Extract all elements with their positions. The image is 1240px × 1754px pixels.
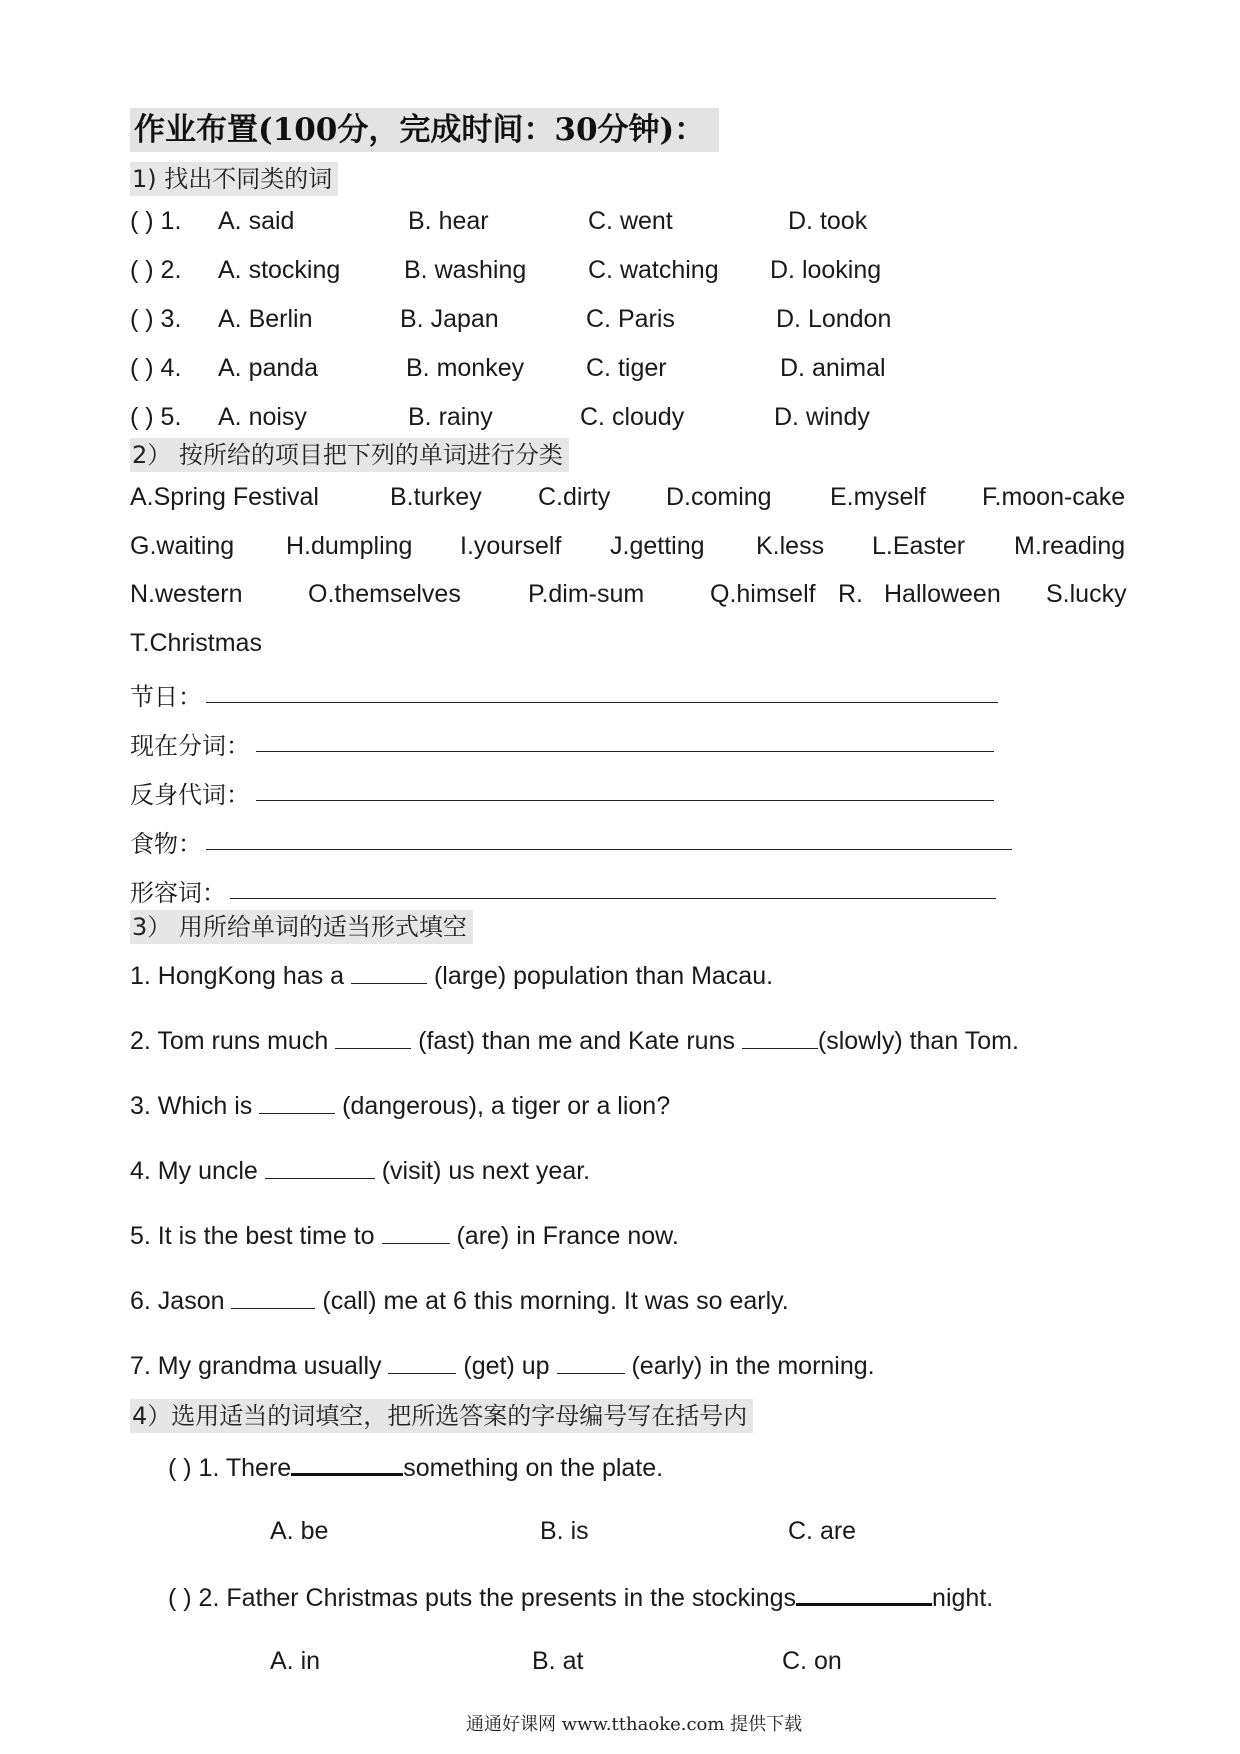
sentence-text: (are) in France now. xyxy=(449,1222,679,1250)
answer-line[interactable] xyxy=(256,800,994,801)
question-text: something on the plate. xyxy=(403,1454,664,1482)
question-4-option-b: B. monkey xyxy=(406,354,525,382)
question-5-option-d: D. windy xyxy=(774,403,870,431)
mc-2-option-a: A. in xyxy=(270,1647,321,1675)
question-2-option-b: B. washing xyxy=(404,256,527,284)
question-5-number: ( ) 5. xyxy=(130,403,182,431)
fill-blank[interactable] xyxy=(742,1026,818,1049)
question-1-option-a: A. said xyxy=(218,207,295,235)
word-item: J.getting xyxy=(610,532,705,560)
word-item: P.dim-sum xyxy=(528,580,645,608)
question-2-option-c: C. watching xyxy=(588,256,719,284)
fill-sentence-2 xyxy=(130,1026,1019,1056)
sentence-text: 1. HongKong has a xyxy=(130,962,351,990)
word-item: L.Easter xyxy=(872,532,966,560)
fill-blank[interactable] xyxy=(259,1091,335,1114)
word-item: K.less xyxy=(756,532,825,560)
word-item: M.reading xyxy=(1014,532,1126,560)
word-item: O.themselves xyxy=(308,580,461,608)
sentence-text: (get) up xyxy=(456,1352,557,1380)
mc-question-2 xyxy=(168,1581,993,1613)
fill-blank[interactable] xyxy=(291,1451,403,1476)
question-1-option-d: D. took xyxy=(788,207,868,235)
question-text: night. xyxy=(932,1584,994,1612)
fill-sentence-3 xyxy=(130,1091,670,1121)
category-label-present-participle: 现在分词： xyxy=(130,732,250,760)
category-label-food: 食物： xyxy=(130,830,202,858)
fill-blank[interactable] xyxy=(265,1156,375,1179)
fill-blank[interactable] xyxy=(335,1026,411,1049)
question-4-number: ( ) 4. xyxy=(130,354,182,382)
fill-sentence-5 xyxy=(130,1221,679,1251)
section-3-heading: 3） 用所给单词的适当形式填空 xyxy=(130,910,473,944)
fill-blank[interactable] xyxy=(388,1351,456,1374)
question-5-option-a: A. noisy xyxy=(218,403,307,431)
answer-line[interactable] xyxy=(206,702,998,703)
question-1-number: ( ) 1. xyxy=(130,207,182,235)
word-item: F.moon-cake xyxy=(982,483,1126,511)
question-5-option-b: B. rainy xyxy=(408,403,493,431)
category-label-reflexive-pronoun: 反身代词： xyxy=(130,781,250,809)
question-3-option-d: D. London xyxy=(776,305,892,333)
sentence-text: (fast) than me and Kate runs xyxy=(411,1027,742,1055)
fill-blank[interactable] xyxy=(231,1286,315,1309)
fill-blank[interactable] xyxy=(351,961,427,984)
sentence-text: (call) me at 6 this morning. It was so early. xyxy=(315,1287,789,1315)
fill-blank[interactable] xyxy=(557,1351,625,1374)
word-item: Q.himself xyxy=(710,580,816,608)
sentence-text: 3. Which is xyxy=(130,1092,260,1120)
question-3-option-b: B. Japan xyxy=(400,305,499,333)
section-2-heading: 2） 按所给的项目把下列的单词进行分类 xyxy=(130,438,569,472)
answer-line[interactable] xyxy=(230,898,996,899)
fill-sentence-7 xyxy=(130,1351,875,1381)
word-item: E.myself xyxy=(830,483,926,511)
word-item: D.coming xyxy=(666,483,772,511)
page-title: 作业布置(100分，完成时间：30分钟)： xyxy=(130,108,719,152)
word-item: H.dumpling xyxy=(286,532,413,560)
category-label-adjective: 形容词： xyxy=(130,879,226,907)
question-5-option-c: C. cloudy xyxy=(580,403,685,431)
category-label-festival: 节日： xyxy=(130,683,202,711)
question-1-option-b: B. hear xyxy=(408,207,489,235)
answer-line[interactable] xyxy=(256,751,994,752)
word-item: C.dirty xyxy=(538,483,611,511)
question-1-option-c: C. went xyxy=(588,207,673,235)
mc-1-option-c: C. are xyxy=(788,1517,857,1545)
section-4-heading: 4）选用适当的词填空，把所选答案的字母编号写在括号内 xyxy=(130,1399,753,1433)
sentence-text: (slowly) than Tom. xyxy=(817,1027,1019,1055)
mc-1-option-a: A. be xyxy=(270,1517,329,1545)
word-item: S.lucky xyxy=(1046,580,1127,608)
question-2-number: ( ) 2. xyxy=(130,256,182,284)
sentence-text: (dangerous), a tiger or a lion? xyxy=(335,1092,671,1120)
fill-blank[interactable] xyxy=(796,1581,932,1606)
question-text: ( ) 1. There xyxy=(168,1454,292,1482)
question-4-option-d: D. animal xyxy=(780,354,886,382)
sentence-text: (early) in the morning. xyxy=(624,1352,875,1380)
word-item: A.Spring Festival xyxy=(130,483,319,511)
question-2-option-a: A. stocking xyxy=(218,256,341,284)
mc-2-option-c: C. on xyxy=(782,1647,842,1675)
fill-sentence-6 xyxy=(130,1286,789,1316)
word-item: N.western xyxy=(130,580,243,608)
sentence-text: 7. My grandma usually xyxy=(130,1352,389,1380)
question-3-option-c: C. Paris xyxy=(586,305,675,333)
word-item: Halloween xyxy=(884,580,1001,608)
sentence-text: 2. Tom runs much xyxy=(130,1027,336,1055)
question-4-option-c: C. tiger xyxy=(586,354,667,382)
fill-blank[interactable] xyxy=(382,1221,450,1244)
word-item: G.waiting xyxy=(130,532,235,560)
mc-question-1 xyxy=(168,1451,663,1483)
footer-source: 通通好课网 www.tthaoke.com 提供下载 xyxy=(466,1714,803,1735)
question-3-number: ( ) 3. xyxy=(130,305,182,333)
mc-2-option-b: B. at xyxy=(532,1647,584,1675)
question-2-option-d: D. looking xyxy=(770,256,882,284)
sentence-text: 4. My uncle xyxy=(130,1157,265,1185)
question-3-option-a: A. Berlin xyxy=(218,305,313,333)
word-item: B.turkey xyxy=(390,483,482,511)
sentence-text: 5. It is the best time to xyxy=(130,1222,382,1250)
fill-sentence-4 xyxy=(130,1156,590,1186)
word-item: R. xyxy=(838,580,863,608)
word-item: T.Christmas xyxy=(130,629,262,657)
question-4-option-a: A. panda xyxy=(218,354,319,382)
answer-line[interactable] xyxy=(206,849,1012,850)
sentence-text: 6. Jason xyxy=(130,1287,232,1315)
question-text: ( ) 2. Father Christmas puts the presents in the stockings xyxy=(168,1584,797,1612)
section-1-heading: 1) 找出不同类的词 xyxy=(130,162,338,196)
sentence-text: (visit) us next year. xyxy=(374,1157,591,1185)
sentence-text: (large) population than Macau. xyxy=(427,962,774,990)
mc-1-option-b: B. is xyxy=(540,1517,589,1545)
word-item: I.yourself xyxy=(460,532,562,560)
fill-sentence-1 xyxy=(130,961,773,991)
